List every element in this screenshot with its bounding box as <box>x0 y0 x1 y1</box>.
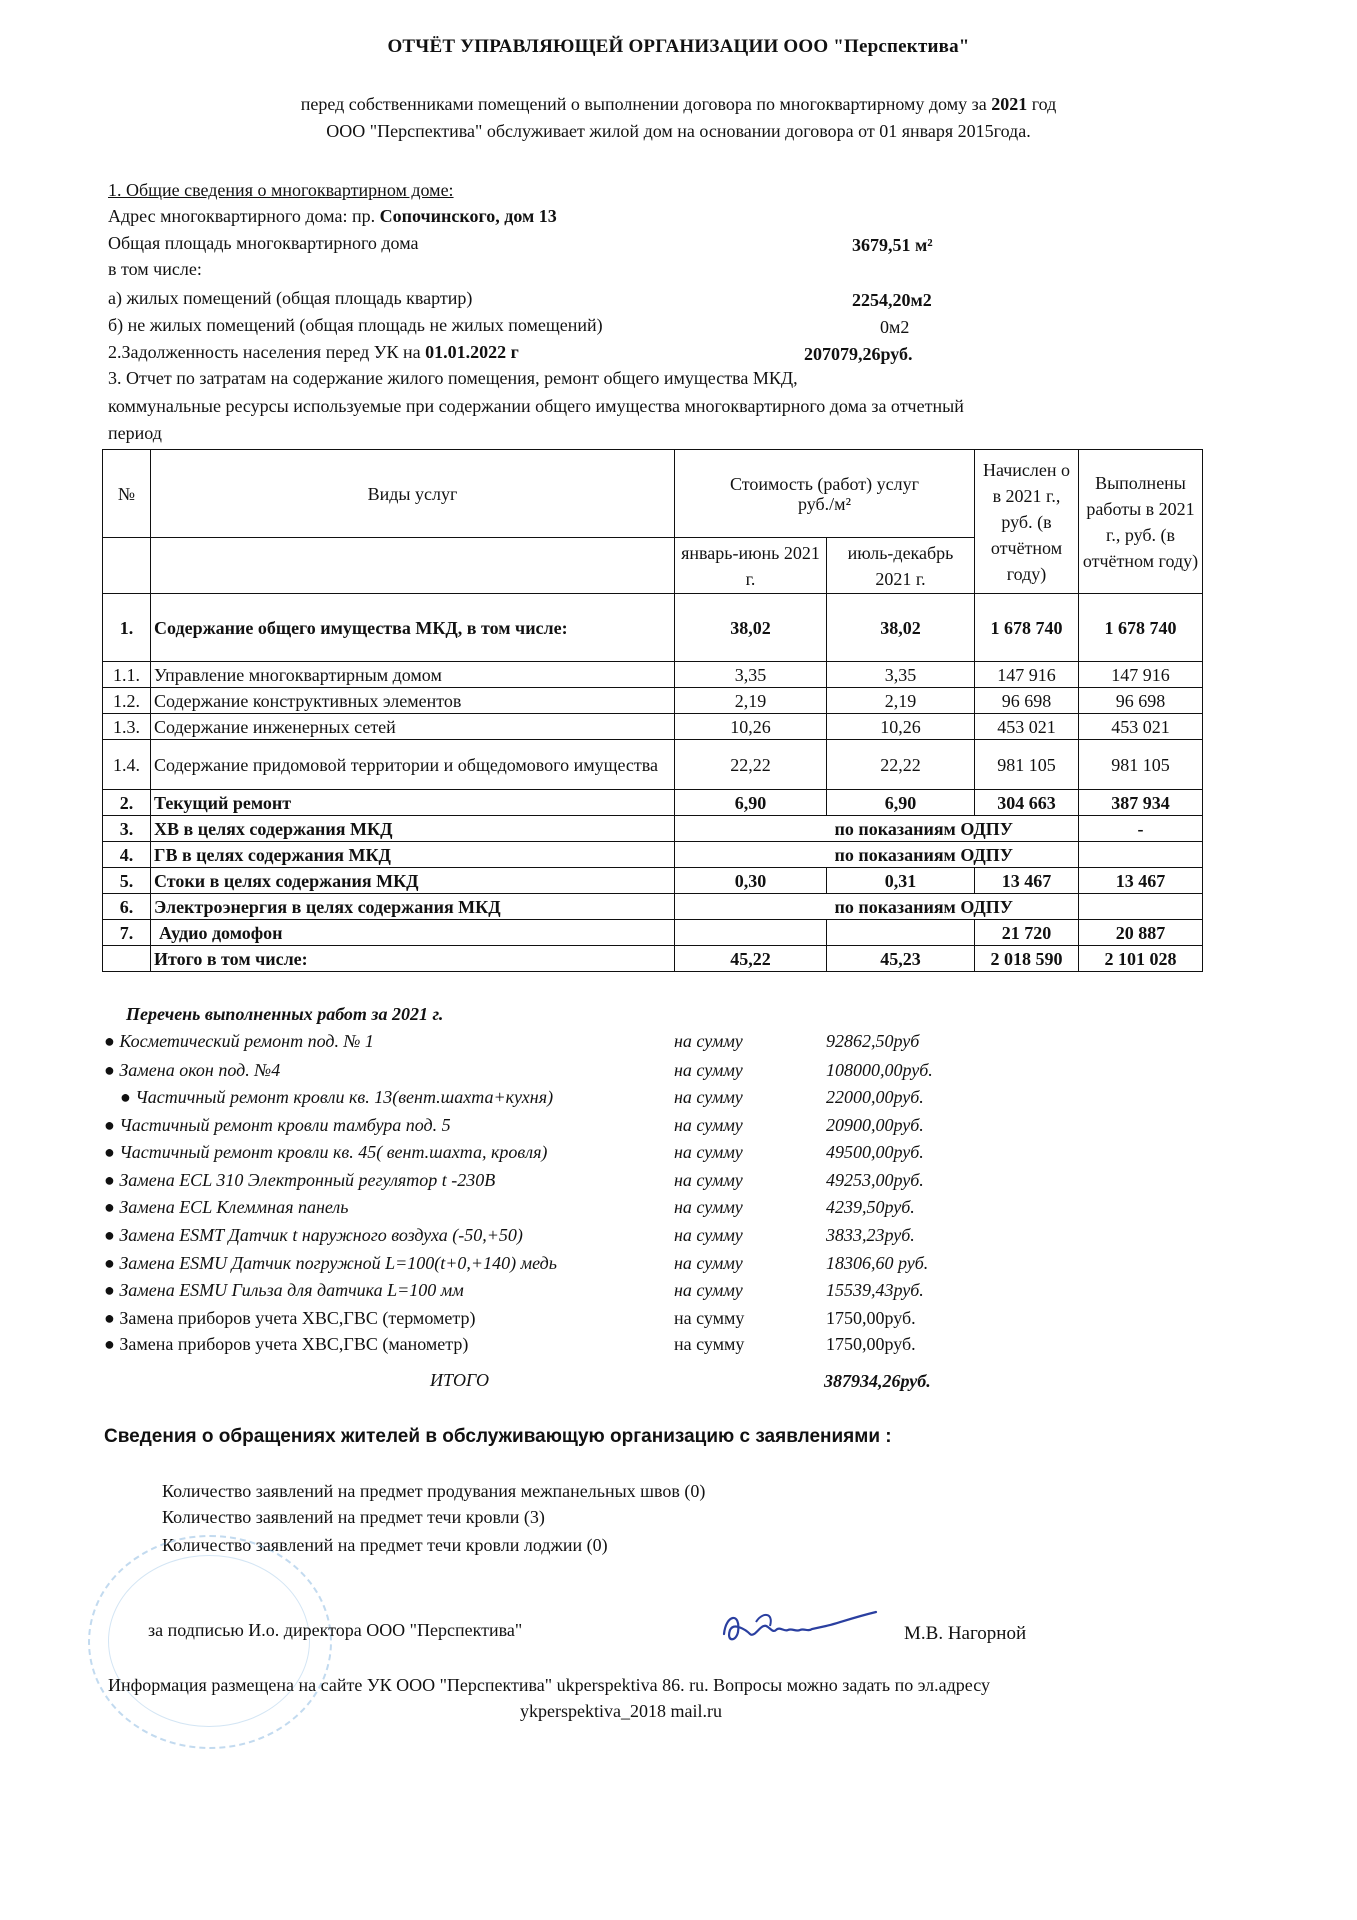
list-item <box>104 1280 964 1306</box>
report-line-3: период <box>108 423 162 443</box>
col-header-charged: Начислен о в 2021 г., руб. (в отчётном году) <box>975 450 1079 594</box>
cell-jul: 2,19 <box>827 688 975 714</box>
nonliving-label: б) не жилых помещений (общая площадь не жилых помещений) <box>108 315 603 335</box>
table-row <box>103 816 1203 842</box>
cell-num: 3. <box>103 816 151 842</box>
work-sum: 1750,00руб. <box>826 1334 916 1354</box>
cell-name: Содержание придомовой территории и общедомового имущества <box>151 740 675 790</box>
col-header-service: Виды услуг <box>151 450 675 538</box>
cell-name: Текущий ремонт <box>151 790 675 816</box>
work-on-sum: на сумму <box>674 1087 743 1107</box>
signature-scribble <box>716 1604 886 1654</box>
address-line <box>108 206 557 227</box>
work-sum: 15539,43руб. <box>826 1280 924 1300</box>
col-subheader-empty <box>103 538 151 594</box>
list-item <box>104 1334 964 1360</box>
cell-num: 1.3. <box>103 714 151 740</box>
living-label: а) жилых помещений (общая площадь квартир) <box>108 288 473 308</box>
cell-jul: 10,26 <box>827 714 975 740</box>
cell-done: 387 934 <box>1079 790 1203 816</box>
area-value: 3679,51 м² <box>852 235 933 255</box>
work-sum: 49253,00руб. <box>826 1170 924 1190</box>
cell-done: 13 467 <box>1079 868 1203 894</box>
work-name: ● Замена ESMT Датчик t наружного воздуха (-50,+50) <box>104 1225 523 1245</box>
table-row <box>103 790 1203 816</box>
cell-done: - <box>1079 816 1203 842</box>
cell-num: 1.1. <box>103 662 151 688</box>
work-name: ● Замена приборов учета ХВС,ГВС (манометр) <box>104 1334 469 1354</box>
table-header-row <box>103 450 1203 538</box>
cell-jan: 38,02 <box>675 594 827 662</box>
cell-jul: 0,31 <box>827 868 975 894</box>
report-line-1: 3. Отчет по затратам на содержание жилого помещения, ремонт общего имущества МКД, <box>108 368 798 388</box>
table-row <box>103 662 1203 688</box>
services-table <box>102 449 1203 972</box>
incl-label: в том числе: <box>108 259 202 279</box>
cell-charged: 147 916 <box>975 662 1079 688</box>
work-name: ● Замена окон под. №4 <box>104 1060 281 1080</box>
cell-name: Содержание инженерных сетей <box>151 714 675 740</box>
table-row <box>103 688 1203 714</box>
col-header-jul: июль-декабрь 2021 г. <box>827 538 975 594</box>
intro-line-2: ООО "Перспектива" обслуживает жилой дом на основании договора от 01 января 2015года. <box>326 121 1031 141</box>
appeal-item: Количество заявлений на предмет продувания межпанельных швов (0) <box>162 1481 706 1501</box>
cell-charged: 2 018 590 <box>975 946 1079 972</box>
works-total-label: ИТОГО <box>430 1370 490 1390</box>
work-name: ● Частичный ремонт кровли тамбура под. 5 <box>104 1115 451 1135</box>
stamp-inner-ring <box>108 1555 310 1727</box>
cell-num: 1.4. <box>103 740 151 790</box>
table-row <box>103 868 1203 894</box>
work-on-sum: на сумму <box>674 1225 743 1245</box>
table-row <box>103 594 1203 662</box>
cell-name: Содержание конструктивных элементов <box>151 688 675 714</box>
list-item <box>104 1060 964 1086</box>
work-on-sum: на сумму <box>674 1060 743 1080</box>
intro-line-1 <box>0 94 1357 115</box>
cell-name: ХВ в целях содержания МКД <box>151 816 675 842</box>
work-on-sum: на сумму <box>674 1115 743 1135</box>
cell-odpu: по показаниям ОДПУ <box>827 894 1079 920</box>
intro-year: 2021 <box>991 94 1028 114</box>
cell-jan <box>675 920 827 946</box>
col-header-cost: Стоимость (работ) услуг руб./м² <box>675 450 975 538</box>
work-on-sum: на сумму <box>674 1253 743 1273</box>
cell-done: 147 916 <box>1079 662 1203 688</box>
cell-jan: 22,22 <box>675 740 827 790</box>
footer-line-1: Информация размещена на сайте УК ООО "Перспектива" ukperspektiva 86. ru. Вопросы можно задать по эл.адресу <box>108 1675 990 1695</box>
work-name: ● Замена ECL Клеммная панель <box>104 1197 349 1217</box>
list-item <box>104 1197 964 1223</box>
cell-jul: 22,22 <box>827 740 975 790</box>
cell-jul: 3,35 <box>827 662 975 688</box>
cell-charged: 1 678 740 <box>975 594 1079 662</box>
work-on-sum: на сумму <box>674 1170 743 1190</box>
cell-charged: 981 105 <box>975 740 1079 790</box>
report-title: ОТЧЁТ УПРАВЛЯЮЩЕЙ ОРГАНИЗАЦИИ ООО "Перспектива" <box>387 36 970 57</box>
intro-text: перед собственниками помещений о выполнении договора по многоквартирному дому за <box>300 94 992 114</box>
cell-done <box>1079 894 1203 920</box>
work-sum: 108000,00руб. <box>826 1060 933 1080</box>
cell-num: 7. <box>103 920 151 946</box>
cell-name: Управление многоквартирным домом <box>151 662 675 688</box>
work-sum: 49500,00руб. <box>826 1142 924 1162</box>
work-sum: 92862,50руб <box>826 1031 920 1051</box>
col-subheader-empty-2 <box>151 538 675 594</box>
debt-label: 2.Задолженность населения перед УК на <box>108 342 426 362</box>
cell-name: ГВ в целях содержания МКД <box>151 842 675 868</box>
cell-name: Содержание общего имущества МКД, в том числе: <box>151 594 675 662</box>
table-row <box>103 920 1203 946</box>
debt-date: 01.01.2022 г <box>425 342 519 362</box>
cell-name: Электроэнергия в целях содержания МКД <box>151 894 675 920</box>
cell-jan: 6,90 <box>675 790 827 816</box>
appeal-item: Количество заявлений на предмет течи кровли (3) <box>162 1507 545 1527</box>
signature-label: за подписью И.о. директора ООО "Перспектива" <box>148 1620 523 1640</box>
debt-value: 207079,26руб. <box>804 344 913 364</box>
col-header-num: № <box>103 450 151 538</box>
cell-num: 2. <box>103 790 151 816</box>
cell-done: 1 678 740 <box>1079 594 1203 662</box>
cell-charged: 304 663 <box>975 790 1079 816</box>
work-name: ● Замена приборов учета ХВС,ГВС (термометр) <box>104 1308 476 1328</box>
work-name: ● Замена ESMU Датчик погружной L=100(t+0,+140) медь <box>104 1253 557 1273</box>
address-value: Сопочинского, дом 13 <box>379 206 557 226</box>
work-sum: 20900,00руб. <box>826 1115 924 1135</box>
work-sum: 3833,23руб. <box>826 1225 915 1245</box>
cell-done: 453 021 <box>1079 714 1203 740</box>
work-on-sum: на сумму <box>674 1280 743 1300</box>
list-item <box>104 1031 964 1057</box>
work-on-sum: на сумму <box>674 1308 745 1328</box>
cell-odpu: по показаниям ОДПУ <box>827 816 1079 842</box>
cell-odpu: по показаниям ОДПУ <box>827 842 1079 868</box>
cell-done: 96 698 <box>1079 688 1203 714</box>
table-row <box>103 714 1203 740</box>
cell-empty <box>675 816 827 842</box>
cell-name: Аудио домофон <box>151 920 675 946</box>
cell-num: 1. <box>103 594 151 662</box>
report-line-2: коммунальные ресурсы используемые при содержании общего имущества многоквартирного дома за отчетный <box>108 396 964 416</box>
cell-jan: 2,19 <box>675 688 827 714</box>
works-total-sum: 387934,26руб. <box>824 1371 931 1391</box>
cell-done <box>1079 842 1203 868</box>
cell-done: 981 105 <box>1079 740 1203 790</box>
works-heading: Перечень выполненных работ за 2021 г. <box>126 1004 444 1024</box>
cell-done: 20 887 <box>1079 920 1203 946</box>
signatory-name: М.В. Нагорной <box>904 1623 1027 1644</box>
work-name: ● Косметический ремонт под. № 1 <box>104 1031 374 1051</box>
work-sum: 22000,00руб. <box>826 1087 924 1107</box>
appeal-item: Количество заявлений на предмет течи кровли лоджии (0) <box>162 1535 608 1555</box>
work-name: ● Замена ECL 310 Электронный регулятор t -230B <box>104 1170 496 1190</box>
cell-charged: 21 720 <box>975 920 1079 946</box>
cell-name: Итого в том числе: <box>151 946 675 972</box>
work-on-sum: на сумму <box>674 1142 743 1162</box>
cell-jul: 6,90 <box>827 790 975 816</box>
table-row <box>103 894 1203 920</box>
work-sum: 1750,00руб. <box>826 1308 916 1328</box>
list-item <box>104 1225 964 1251</box>
cell-num: 6. <box>103 894 151 920</box>
general-heading: 1. Общие сведения о многоквартирном доме: <box>108 180 454 200</box>
cell-num: 5. <box>103 868 151 894</box>
cell-done: 2 101 028 <box>1079 946 1203 972</box>
table-row <box>103 946 1203 972</box>
cell-num: 4. <box>103 842 151 868</box>
cell-charged: 96 698 <box>975 688 1079 714</box>
cell-charged: 13 467 <box>975 868 1079 894</box>
cell-jan: 0,30 <box>675 868 827 894</box>
cell-charged: 453 021 <box>975 714 1079 740</box>
cell-num: 1.2. <box>103 688 151 714</box>
work-on-sum: на сумму <box>674 1334 745 1354</box>
work-on-sum: на сумму <box>674 1197 743 1217</box>
cell-name: Стоки в целях содержания МКД <box>151 868 675 894</box>
work-name: ● Частичный ремонт кровли кв. 45( вент.шахта, кровля) <box>104 1142 548 1162</box>
work-on-sum: на сумму <box>674 1031 743 1051</box>
cell-empty <box>675 842 827 868</box>
appeals-heading: Сведения о обращениях жителей в обслуживающую организацию с заявлениями : <box>104 1426 892 1447</box>
cell-jan: 3,35 <box>675 662 827 688</box>
debt-line <box>108 342 519 363</box>
list-item <box>120 1087 980 1113</box>
table-row <box>103 842 1203 868</box>
living-value: 2254,20м2 <box>852 290 932 310</box>
list-item <box>104 1142 964 1168</box>
col-header-jan: январь-июнь 2021 г. <box>675 538 827 594</box>
cell-empty <box>675 894 827 920</box>
col-header-done: Выполнены работы в 2021 г., руб. (в отчётном году) <box>1079 450 1203 594</box>
footer-line-2: ykperspektiva_2018 mail.ru <box>520 1701 722 1721</box>
intro-text-end: год <box>1027 94 1057 114</box>
cell-jan: 45,22 <box>675 946 827 972</box>
cell-num <box>103 946 151 972</box>
work-name: ● Частичный ремонт кровли кв. 13(вент.шахта+кухня) <box>120 1087 554 1107</box>
cell-jul: 38,02 <box>827 594 975 662</box>
nonliving-value: 0м2 <box>880 317 910 337</box>
list-item <box>104 1308 964 1334</box>
list-item <box>104 1115 964 1141</box>
table-row <box>103 740 1203 790</box>
address-label: Адрес многоквартирного дома: пр. <box>108 206 380 226</box>
cell-jul: 45,23 <box>827 946 975 972</box>
cell-jan: 10,26 <box>675 714 827 740</box>
area-label: Общая площадь многоквартирного дома <box>108 233 419 253</box>
list-item <box>104 1170 964 1196</box>
work-sum: 4239,50руб. <box>826 1197 915 1217</box>
list-item <box>104 1253 964 1279</box>
cell-jul <box>827 920 975 946</box>
work-sum: 18306,60 руб. <box>826 1253 929 1273</box>
work-name: ● Замена ESMU Гильза для датчика L=100 мм <box>104 1280 464 1300</box>
